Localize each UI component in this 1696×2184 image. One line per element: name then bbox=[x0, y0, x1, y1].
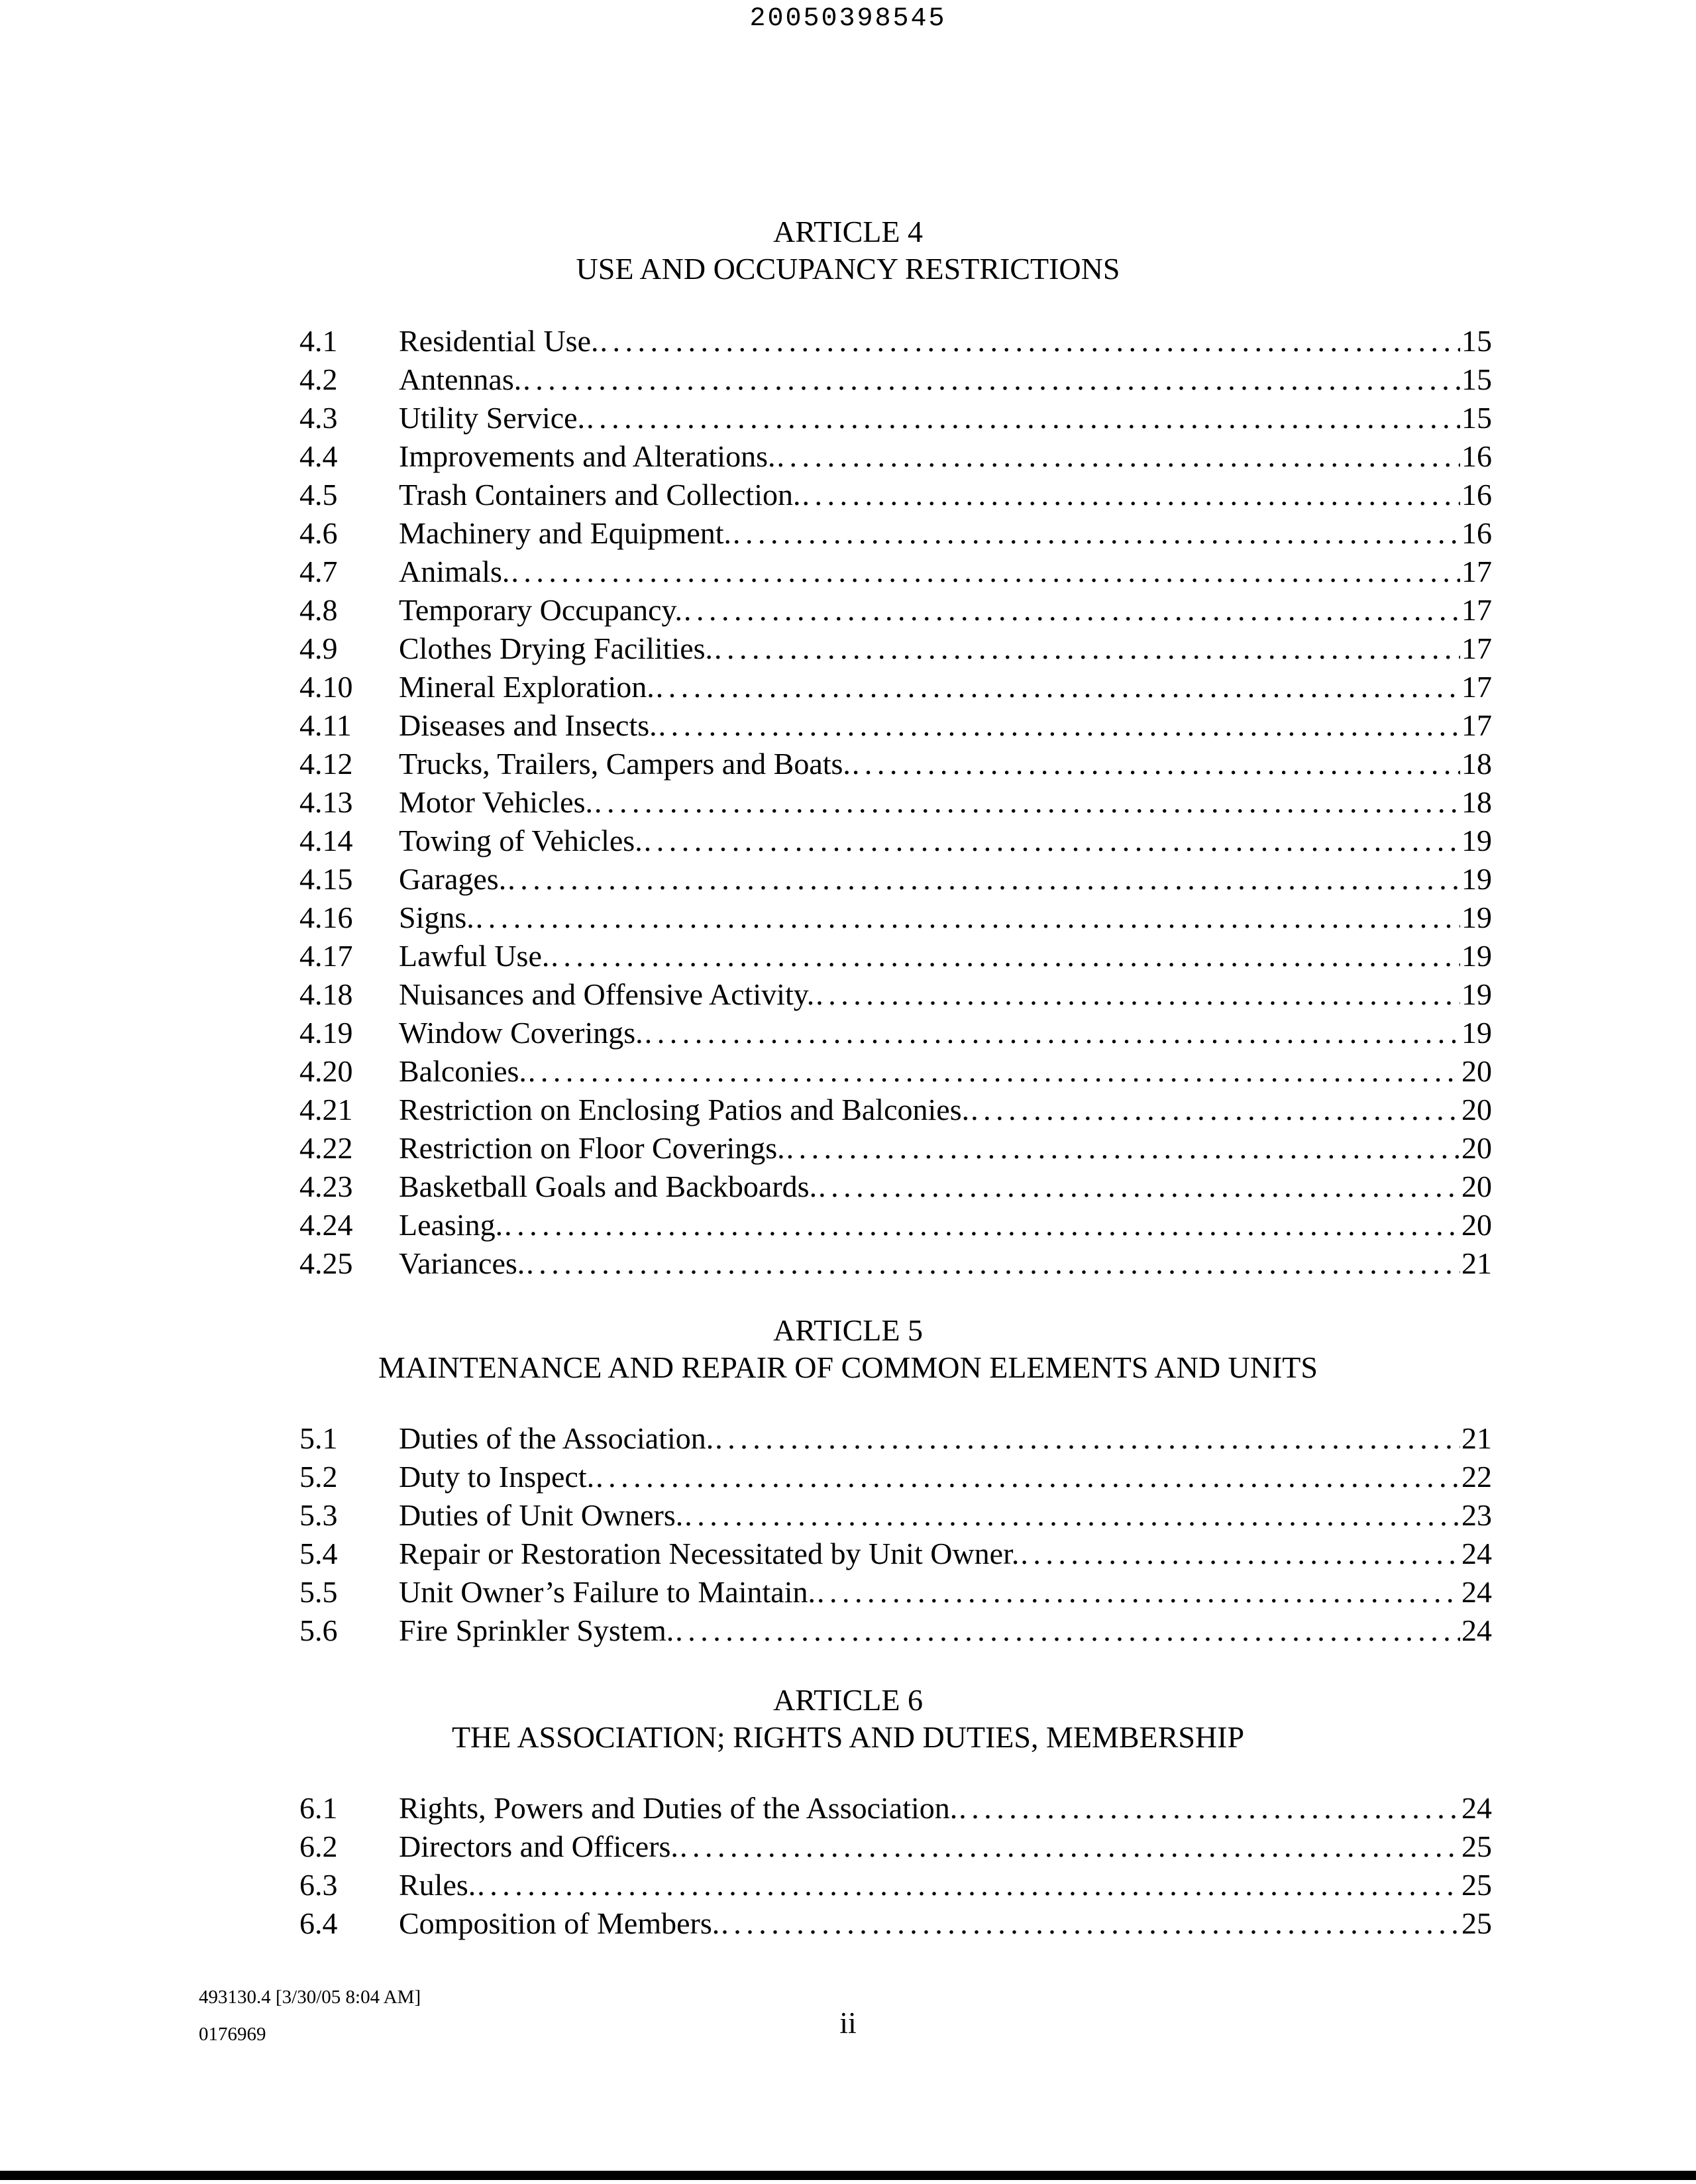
dot-leader bbox=[777, 437, 1461, 476]
section-page-number: 24 bbox=[1461, 1613, 1492, 1647]
section-number: 6.4 bbox=[299, 1906, 338, 1940]
section-number: 4.7 bbox=[299, 555, 338, 588]
section-number: 5.5 bbox=[299, 1575, 338, 1609]
section-number: 5.6 bbox=[299, 1613, 338, 1647]
section-title: Restriction on Floor Coverings. bbox=[399, 1131, 785, 1165]
section-number: 4.19 bbox=[299, 1016, 353, 1050]
section-page-number: 19 bbox=[1461, 862, 1492, 896]
article-5 bbox=[0, 1312, 1696, 1386]
toc-entry bbox=[299, 1419, 1492, 1458]
dot-leader bbox=[523, 360, 1460, 399]
section-number: 5.2 bbox=[299, 1460, 338, 1494]
dot-leader bbox=[511, 553, 1460, 591]
toc-entry bbox=[299, 437, 1492, 476]
section-number: 4.1 bbox=[299, 324, 338, 358]
section-title: Machinery and Equipment. bbox=[399, 516, 732, 550]
section-page-number: 15 bbox=[1461, 324, 1492, 358]
section-title: Basketball Goals and Backboards. bbox=[399, 1170, 818, 1203]
section-title: Towing of Vehicles. bbox=[399, 824, 643, 857]
dot-leader bbox=[504, 1206, 1460, 1244]
section-title: Restriction on Enclosing Patios and Balconies. bbox=[399, 1093, 970, 1126]
toc-entry bbox=[299, 1535, 1492, 1573]
toc-entry bbox=[299, 399, 1492, 437]
section-number: 4.11 bbox=[299, 708, 352, 742]
section-page-number: 20 bbox=[1461, 1208, 1492, 1242]
article-title: ARTICLE 4 bbox=[773, 215, 923, 248]
section-title: Signs. bbox=[399, 901, 474, 934]
client-number: 0176969 bbox=[199, 2024, 266, 2045]
section-number: 4.4 bbox=[299, 439, 338, 473]
section-page-number: 17 bbox=[1461, 631, 1492, 665]
toc-entry bbox=[299, 899, 1492, 937]
dot-leader bbox=[802, 476, 1460, 514]
section-page-number: 25 bbox=[1461, 1906, 1492, 1940]
section-page-number: 18 bbox=[1461, 785, 1492, 819]
toc-entry bbox=[299, 783, 1492, 822]
section-title: Antennas. bbox=[399, 362, 522, 396]
section-title: Temporary Occupancy. bbox=[399, 593, 683, 627]
section-number: 4.24 bbox=[299, 1208, 353, 1242]
toc-entry bbox=[299, 322, 1492, 360]
section-page-number: 20 bbox=[1461, 1054, 1492, 1088]
section-page-number: 19 bbox=[1461, 824, 1492, 857]
toc-entry bbox=[299, 1611, 1492, 1650]
dot-leader bbox=[476, 899, 1460, 937]
toc-entry bbox=[299, 1244, 1492, 1283]
toc-entry bbox=[299, 1789, 1492, 1828]
dot-leader bbox=[959, 1789, 1460, 1828]
section-page-number: 24 bbox=[1461, 1575, 1492, 1609]
toc-entry bbox=[299, 1129, 1492, 1168]
dot-leader bbox=[816, 975, 1460, 1014]
section-title: Unit Owner’s Failure to Maintain. bbox=[399, 1575, 816, 1609]
section-title: Clothes Drying Facilities. bbox=[399, 631, 714, 665]
section-title: Fire Sprinkler System. bbox=[399, 1613, 674, 1647]
section-page-number: 17 bbox=[1461, 670, 1492, 704]
toc-entry bbox=[299, 1496, 1492, 1535]
section-number: 6.3 bbox=[299, 1868, 338, 1902]
section-number: 4.3 bbox=[299, 401, 338, 435]
toc-entry bbox=[299, 937, 1492, 975]
section-title: Garages. bbox=[399, 862, 507, 896]
toc-entry bbox=[299, 476, 1492, 514]
section-number: 5.3 bbox=[299, 1498, 338, 1532]
toc-entry bbox=[299, 553, 1492, 591]
section-title: Leasing. bbox=[399, 1208, 504, 1242]
scan-border-line bbox=[0, 2171, 1696, 2180]
toc-entry bbox=[299, 1206, 1492, 1244]
article-subtitle: THE ASSOCIATION; RIGHTS AND DUTIES, MEMBERSHIP bbox=[451, 1720, 1245, 1754]
section-page-number: 16 bbox=[1461, 516, 1492, 550]
section-page-number: 20 bbox=[1461, 1170, 1492, 1203]
article-subtitle: MAINTENANCE AND REPAIR OF COMMON ELEMENTS AND UNITS bbox=[378, 1350, 1318, 1384]
toc-entry bbox=[299, 706, 1492, 745]
dot-leader bbox=[684, 591, 1460, 629]
section-page-number: 18 bbox=[1461, 747, 1492, 781]
section-title: Trash Containers and Collection. bbox=[399, 478, 801, 512]
dot-leader bbox=[644, 822, 1460, 860]
article-title: ARTICLE 5 bbox=[773, 1313, 923, 1347]
toc-entry bbox=[299, 975, 1492, 1014]
section-page-number: 22 bbox=[1461, 1460, 1492, 1494]
section-number: 6.1 bbox=[299, 1791, 338, 1825]
dot-leader bbox=[675, 1611, 1460, 1650]
toc-entry bbox=[299, 860, 1492, 899]
document-number: 20050398545 bbox=[749, 4, 947, 34]
toc-entry bbox=[299, 1458, 1492, 1496]
dot-leader bbox=[528, 1052, 1460, 1091]
toc-entry bbox=[299, 1091, 1492, 1129]
dot-leader bbox=[786, 1129, 1460, 1168]
dot-leader bbox=[551, 937, 1460, 975]
section-page-number: 16 bbox=[1461, 478, 1492, 512]
dot-leader bbox=[507, 860, 1460, 899]
dot-leader bbox=[714, 629, 1460, 668]
section-title: Diseases and Insects. bbox=[399, 708, 657, 742]
section-number: 6.2 bbox=[299, 1829, 338, 1863]
dot-leader bbox=[1020, 1535, 1460, 1573]
section-number: 4.9 bbox=[299, 631, 338, 665]
section-title: Variances. bbox=[399, 1246, 525, 1280]
section-title: Residential Use. bbox=[399, 324, 599, 358]
section-page-number: 20 bbox=[1461, 1131, 1492, 1165]
toc-entry bbox=[299, 360, 1492, 399]
section-number: 4.17 bbox=[299, 939, 353, 973]
page-number: ii bbox=[839, 2006, 857, 2040]
section-page-number: 19 bbox=[1461, 939, 1492, 973]
section-page-number: 17 bbox=[1461, 708, 1492, 742]
toc-entry bbox=[299, 822, 1492, 860]
dot-leader bbox=[659, 706, 1460, 745]
section-number: 4.25 bbox=[299, 1246, 353, 1280]
section-title: Rights, Powers and Duties of the Association. bbox=[399, 1791, 958, 1825]
section-title: Improvements and Alterations. bbox=[399, 439, 776, 473]
section-page-number: 19 bbox=[1461, 977, 1492, 1011]
dot-leader bbox=[600, 322, 1461, 360]
dot-leader bbox=[586, 399, 1460, 437]
dot-leader bbox=[477, 1866, 1460, 1904]
dot-leader bbox=[817, 1573, 1460, 1611]
dot-leader bbox=[526, 1244, 1460, 1283]
section-page-number: 23 bbox=[1461, 1498, 1492, 1532]
dot-leader bbox=[656, 668, 1460, 706]
dot-leader bbox=[684, 1496, 1460, 1535]
section-page-number: 15 bbox=[1461, 362, 1492, 396]
section-title: Lawful Use. bbox=[399, 939, 550, 973]
toc-entry bbox=[299, 668, 1492, 706]
section-page-number: 15 bbox=[1461, 401, 1492, 435]
toc-entry bbox=[299, 1052, 1492, 1091]
section-number: 4.23 bbox=[299, 1170, 353, 1203]
section-page-number: 21 bbox=[1461, 1246, 1492, 1280]
section-number: 4.20 bbox=[299, 1054, 353, 1088]
section-number: 4.21 bbox=[299, 1093, 353, 1126]
section-title: Duty to Inspect. bbox=[399, 1460, 595, 1494]
section-number: 4.10 bbox=[299, 670, 353, 704]
dot-leader bbox=[645, 1014, 1460, 1052]
section-page-number: 19 bbox=[1461, 1016, 1492, 1050]
section-title: Motor Vehicles. bbox=[399, 785, 594, 819]
toc-entry bbox=[299, 1866, 1492, 1904]
dot-leader bbox=[971, 1091, 1460, 1129]
toc-entry bbox=[299, 629, 1492, 668]
section-number: 5.1 bbox=[299, 1421, 338, 1455]
section-number: 4.5 bbox=[299, 478, 338, 512]
section-title: Directors and Officers. bbox=[399, 1829, 678, 1863]
dot-leader bbox=[680, 1828, 1460, 1866]
section-title: Nuisances and Offensive Activity. bbox=[399, 977, 815, 1011]
toc-entry bbox=[299, 591, 1492, 629]
dot-leader bbox=[733, 514, 1460, 553]
toc-entry bbox=[299, 514, 1492, 553]
section-page-number: 24 bbox=[1461, 1537, 1492, 1570]
dot-leader bbox=[594, 783, 1460, 822]
section-number: 4.8 bbox=[299, 593, 338, 627]
section-page-number: 24 bbox=[1461, 1791, 1492, 1825]
dot-leader bbox=[715, 1419, 1460, 1458]
section-title: Rules. bbox=[399, 1868, 476, 1902]
section-title: Duties of the Association. bbox=[399, 1421, 714, 1455]
section-number: 4.22 bbox=[299, 1131, 353, 1165]
section-title: Balconies. bbox=[399, 1054, 527, 1088]
toc-entry bbox=[299, 1573, 1492, 1611]
toc-entry bbox=[299, 1014, 1492, 1052]
section-title: Utility Service. bbox=[399, 401, 586, 435]
section-page-number: 17 bbox=[1461, 593, 1492, 627]
toc-entry bbox=[299, 1904, 1492, 1943]
section-page-number: 25 bbox=[1461, 1829, 1492, 1863]
article-6-entries bbox=[299, 1789, 1492, 1943]
section-title: Animals. bbox=[399, 555, 510, 588]
section-page-number: 16 bbox=[1461, 439, 1492, 473]
section-page-number: 20 bbox=[1461, 1093, 1492, 1126]
section-title: Trucks, Trailers, Campers and Boats. bbox=[399, 747, 851, 781]
article-6 bbox=[0, 1682, 1696, 1756]
article-subtitle: USE AND OCCUPANCY RESTRICTIONS bbox=[576, 252, 1120, 286]
section-number: 5.4 bbox=[299, 1537, 338, 1570]
article-4 bbox=[0, 213, 1696, 288]
section-title: Duties of Unit Owners. bbox=[399, 1498, 684, 1532]
toc-entry bbox=[299, 745, 1492, 783]
section-page-number: 17 bbox=[1461, 555, 1492, 588]
section-number: 4.2 bbox=[299, 362, 338, 396]
section-title: Composition of Members. bbox=[399, 1906, 720, 1940]
document-reference: 493130.4 [3/30/05 8:04 AM] bbox=[199, 1987, 421, 2008]
section-number: 4.6 bbox=[299, 516, 338, 550]
section-title: Window Coverings. bbox=[399, 1016, 643, 1050]
dot-leader bbox=[818, 1168, 1460, 1206]
section-number: 4.16 bbox=[299, 901, 353, 934]
section-number: 4.18 bbox=[299, 977, 353, 1011]
section-number: 4.12 bbox=[299, 747, 353, 781]
section-page-number: 25 bbox=[1461, 1868, 1492, 1902]
section-number: 4.13 bbox=[299, 785, 353, 819]
section-page-number: 21 bbox=[1461, 1421, 1492, 1455]
section-number: 4.15 bbox=[299, 862, 353, 896]
dot-leader bbox=[721, 1904, 1460, 1943]
dot-leader bbox=[852, 745, 1460, 783]
section-title: Repair or Restoration Necessitated by Unit Owner. bbox=[399, 1537, 1020, 1570]
toc-entry bbox=[299, 1168, 1492, 1206]
article-4-entries bbox=[299, 322, 1492, 1283]
section-number: 4.14 bbox=[299, 824, 353, 857]
article-5-entries bbox=[299, 1419, 1492, 1650]
toc-entry bbox=[299, 1828, 1492, 1866]
dot-leader bbox=[596, 1458, 1460, 1496]
article-title: ARTICLE 6 bbox=[773, 1683, 923, 1717]
section-page-number: 19 bbox=[1461, 901, 1492, 934]
section-title: Mineral Exploration. bbox=[399, 670, 655, 704]
